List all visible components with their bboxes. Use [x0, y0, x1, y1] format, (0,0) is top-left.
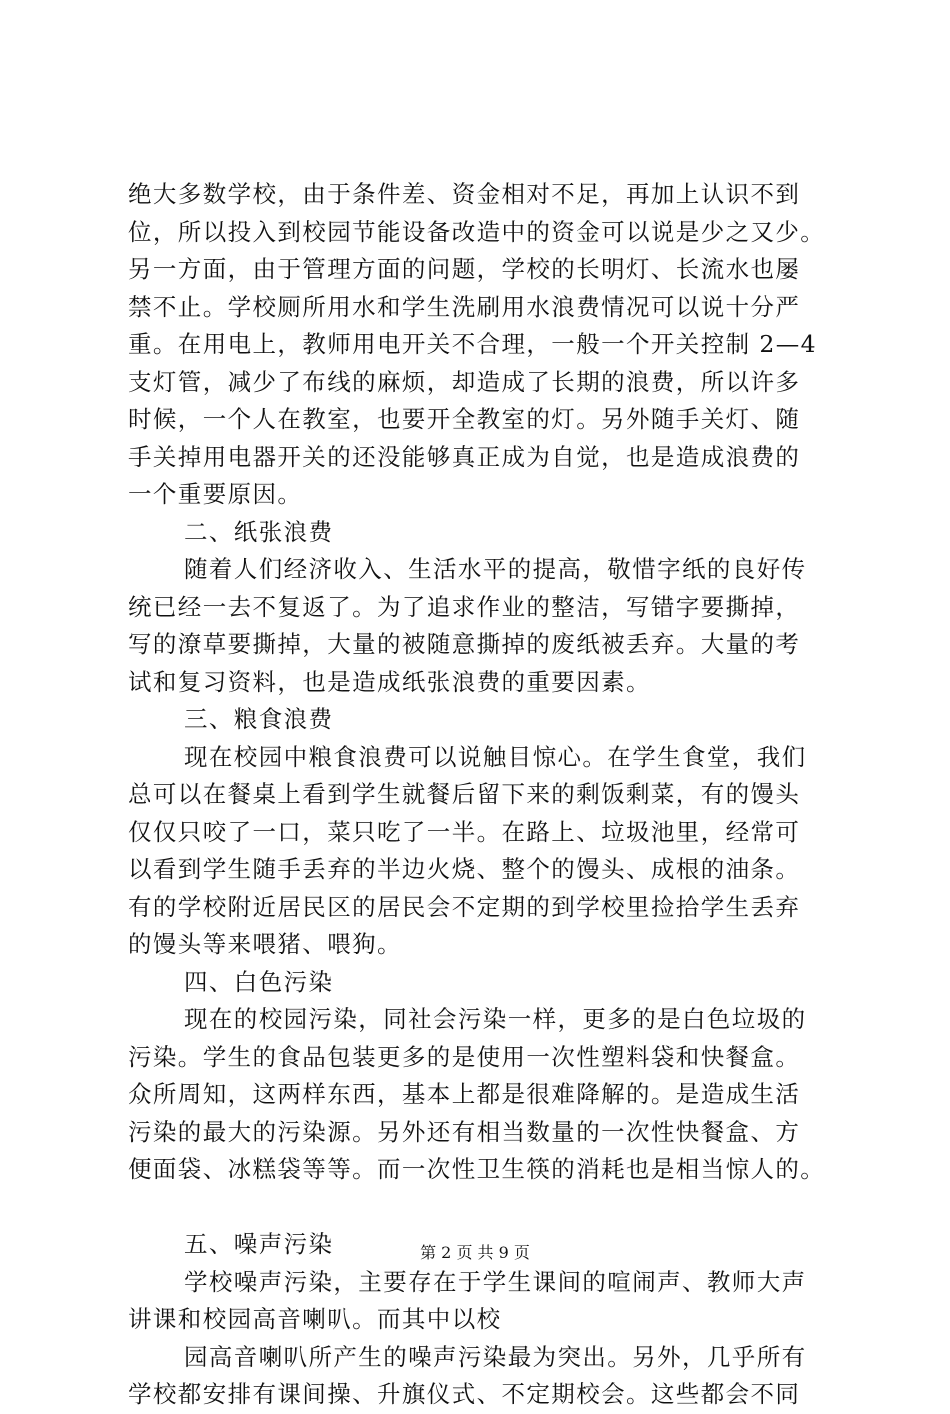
- page-number-footer: 第 2 页 共 9 页: [420, 1243, 530, 1262]
- text-line: 以看到学生随手丢弃的半边火烧、整个的馒头、成根的油条。: [128, 855, 801, 883]
- text-line: 支灯管，减少了布线的麻烦，却造成了长期的浪费，所以许多: [128, 367, 801, 396]
- text-line: 的馒头等来喂猪、喂狗。: [128, 930, 402, 958]
- text-line: 一个重要原因。: [128, 480, 303, 508]
- text-line: 写的潦草要撕掉，大量的被随意撕掉的废纸被丢弃。大量的考: [128, 630, 801, 658]
- text-line: 现在校园中粮食浪费可以说触目惊心。在学生食堂，我们: [184, 742, 807, 771]
- text-line: 另一方面，由于管理方面的问题，学校的长明灯、长流水也屡: [128, 255, 801, 283]
- text-line: 随着人们经济收入、生活水平的提高，敬惜字纸的良好传: [184, 555, 807, 583]
- text-line: 手关掉用电器开关的还没能够真正成为自觉，也是造成浪费的: [128, 442, 801, 471]
- text-line: 总可以在餐桌上看到学生就餐后留下来的剩饭剩菜，有的馒头: [128, 780, 801, 808]
- text-line: 试和复习资料，也是造成纸张浪费的重要因素。: [128, 667, 651, 696]
- text-line: 污染的最大的污染源。另外还有相当数量的一次性快餐盒、方: [128, 1117, 801, 1146]
- section-heading-food-waste: 三、粮食浪费: [184, 705, 334, 733]
- text-line: 众所周知，这两样东西，基本上都是很难降解的。是造成生活: [128, 1080, 801, 1108]
- text-line: 便面袋、冰糕袋等等。而一次性卫生筷的消耗也是相当惊人的。: [128, 1155, 826, 1183]
- text-line: 仅仅只咬了一口，菜只吃了一半。在路上、垃圾池里，经常可: [128, 817, 801, 846]
- section-heading-paper-waste: 二、纸张浪费: [184, 517, 334, 546]
- text-line: 有的学校附近居民区的居民会不定期的到学校里捡拾学生丢弃: [128, 892, 801, 921]
- document-body: [128, 176, 838, 1414]
- text-line: 现在的校园污染，同社会污染一样，更多的是白色垃圾的: [184, 1005, 807, 1033]
- text-line: 污染。学生的食品包装更多的是使用一次性塑料袋和快餐盒。: [128, 1042, 801, 1071]
- text-line: 讲课和校园高音喇叭。而其中以校: [128, 1305, 502, 1333]
- text-line: 统已经一去不复返了。为了追求作业的整洁，写错字要撕掉，: [128, 592, 801, 621]
- text-line: 位，所以投入到校园节能设备改造中的资金可以说是少之又少。: [128, 217, 826, 246]
- section-heading-white-pollution: 四、白色污染: [184, 967, 334, 996]
- text-line: 学校噪声污染，主要存在于学生课间的喧闹声、教师大声: [184, 1267, 807, 1296]
- text-line: 时候，一个人在教室，也要开全教室的灯。另外随手关灯、随: [128, 405, 801, 433]
- text-line: 园高音喇叭所产生的噪声污染最为突出。另外，几乎所有: [184, 1342, 807, 1371]
- text-line: 重。在用电上，教师用电开关不合理，一般一个开关控制 2—4: [128, 330, 817, 358]
- text-line: 学校都安排有课间操、升旗仪式、不定期校会。这些都会不同: [128, 1380, 801, 1408]
- section-heading-noise-pollution: 五、噪声污染: [184, 1230, 334, 1258]
- text-line: 禁不止。学校厕所用水和学生洗刷用水浪费情况可以说十分严: [128, 292, 801, 321]
- text-line: 绝大多数学校，由于条件差、资金相对不足，再加上认识不到: [128, 180, 801, 208]
- paragraph-spacer: [128, 1189, 838, 1227]
